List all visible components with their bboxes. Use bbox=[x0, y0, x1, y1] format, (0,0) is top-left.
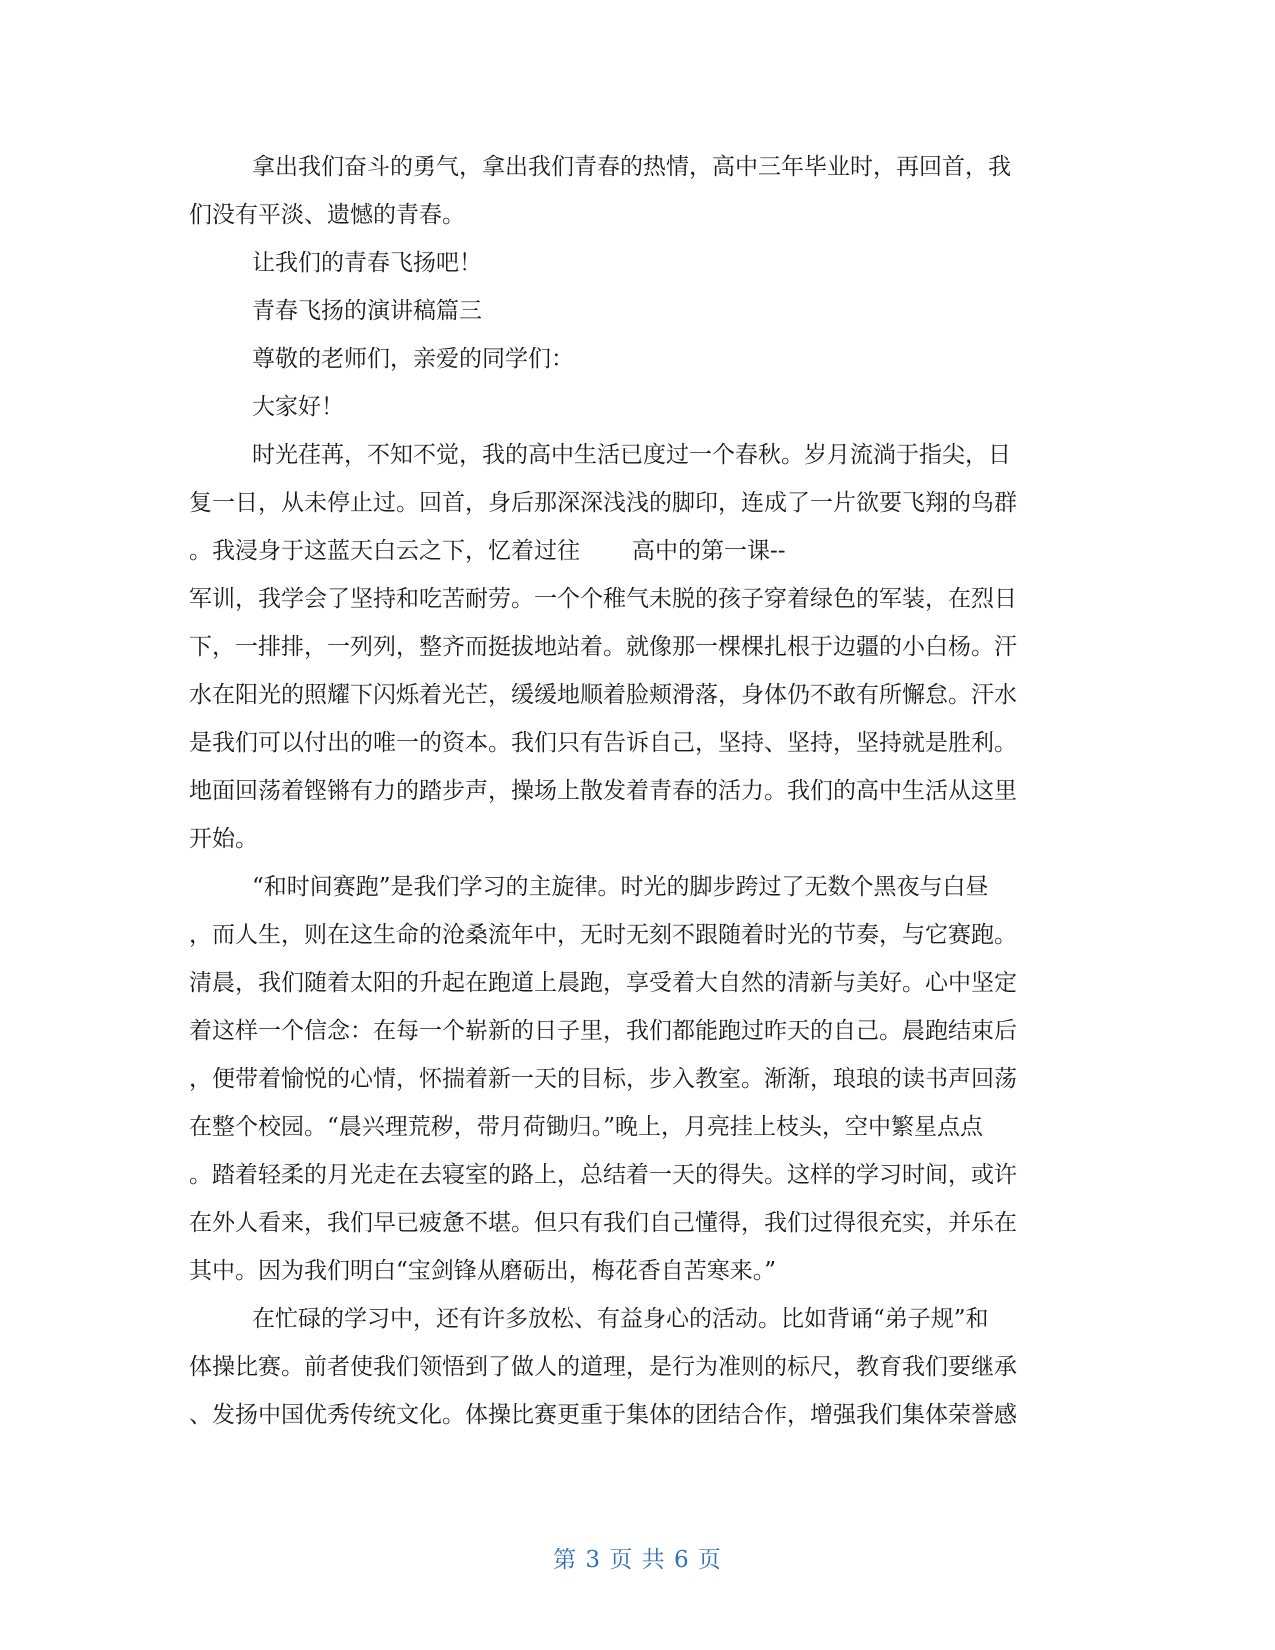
paragraph-line: 体操比赛。前者使我们领悟到了做人的道理，是行为准则的标尺，教育我们要继承 bbox=[189, 1354, 1017, 1380]
text-fragment: 高中的第一课-- bbox=[632, 538, 786, 564]
paragraph-line: 们没有平淡、遗憾的青春。 bbox=[189, 202, 465, 228]
paragraph-line: 着这样一个信念：在每一个崭新的日子里，我们都能跑过昨天的自己。晨跑结束后 bbox=[189, 1018, 1017, 1044]
paragraph-line: 下，一排排，一列列，整齐而挺拔地站着。就像那一棵棵扎根于边疆的小白杨。汗 bbox=[189, 634, 1017, 660]
section-heading: 青春飞扬的演讲稿篇三 bbox=[252, 298, 482, 324]
paragraph-line: 在外人看来，我们早已疲惫不堪。但只有我们自己懂得，我们过得很充实，并乐在 bbox=[189, 1210, 1017, 1236]
paragraph-line: 、发扬中国优秀传统文化。体操比赛更重于集体的团结合作，增强我们集体荣誉感 bbox=[189, 1402, 1017, 1428]
paragraph-line: 水在阳光的照耀下闪烁着光芒，缓缓地顺着脸颊滑落，身体仍不敢有所懈怠。汗水 bbox=[189, 682, 1017, 708]
paragraph-line: 在忙碌的学习中，还有许多放松、有益身心的活动。比如背诵“弟子规”和 bbox=[252, 1306, 989, 1332]
paragraph-line: 军训，我学会了坚持和吃苦耐劳。一个个稚气未脱的孩子穿着绿色的军装，在烈日 bbox=[189, 586, 1017, 612]
greeting: 大家好！ bbox=[252, 394, 344, 420]
paragraph-line: 复一日，从未停止过。回首，身后那深深浅浅的脚印，连成了一片欲要飞翔的鸟群 bbox=[189, 490, 1017, 516]
paragraph-line: ，便带着愉悦的心情，怀揣着新一天的目标，步入教室。渐渐，琅琅的读书声回荡 bbox=[189, 1066, 1017, 1092]
paragraph-line: ，而人生，则在这生命的沧桑流年中，无时无刻不跟随着时光的节奏，与它赛跑。 bbox=[189, 922, 1017, 948]
paragraph-line: 地面回荡着铿锵有力的踏步声，操场上散发着青春的活力。我们的高中生活从这里 bbox=[189, 778, 1017, 804]
paragraph-line: 让我们的青春飞扬吧！ bbox=[252, 250, 482, 276]
page-number-footer: 第 3 页 共 6 页 bbox=[553, 1547, 722, 1573]
text-fragment: 。我浸身于这蓝天白云之下，忆着过往 bbox=[189, 538, 580, 564]
paragraph-line: 是我们可以付出的唯一的资本。我们只有告诉自己，坚持、坚持，坚持就是胜利。 bbox=[189, 730, 1017, 756]
paragraph-line: 时光荏苒，不知不觉，我的高中生活已度过一个春秋。岁月流淌于指尖，日 bbox=[252, 442, 1011, 468]
paragraph-line: “和时间赛跑”是我们学习的主旋律。时光的脚步跨过了无数个黑夜与白昼 bbox=[252, 874, 989, 900]
paragraph-line: 其中。因为我们明白“宝剑锋从磨砺出，梅花香自苦寒来。” bbox=[189, 1258, 777, 1284]
paragraph-line: 拿出我们奋斗的勇气，拿出我们青春的热情，高中三年毕业时，再回首，我 bbox=[252, 154, 1011, 180]
document-body bbox=[189, 143, 1089, 1439]
paragraph-line: 清晨，我们随着太阳的升起在跑道上晨跑，享受着大自然的清新与美好。心中坚定 bbox=[189, 970, 1017, 996]
paragraph-line: 在整个校园。“晨兴理荒秽，带月荷锄归。”晚上，月亮挂上枝头，空中繁星点点 bbox=[189, 1114, 984, 1140]
paragraph-line: 。踏着轻柔的月光走在去寝室的路上，总结着一天的得失。这样的学习时间，或许 bbox=[189, 1162, 1017, 1188]
paragraph-line: 开始。 bbox=[189, 826, 258, 852]
paragraph-line bbox=[189, 527, 1089, 575]
salutation: 尊敬的老师们，亲爱的同学们： bbox=[252, 346, 574, 372]
